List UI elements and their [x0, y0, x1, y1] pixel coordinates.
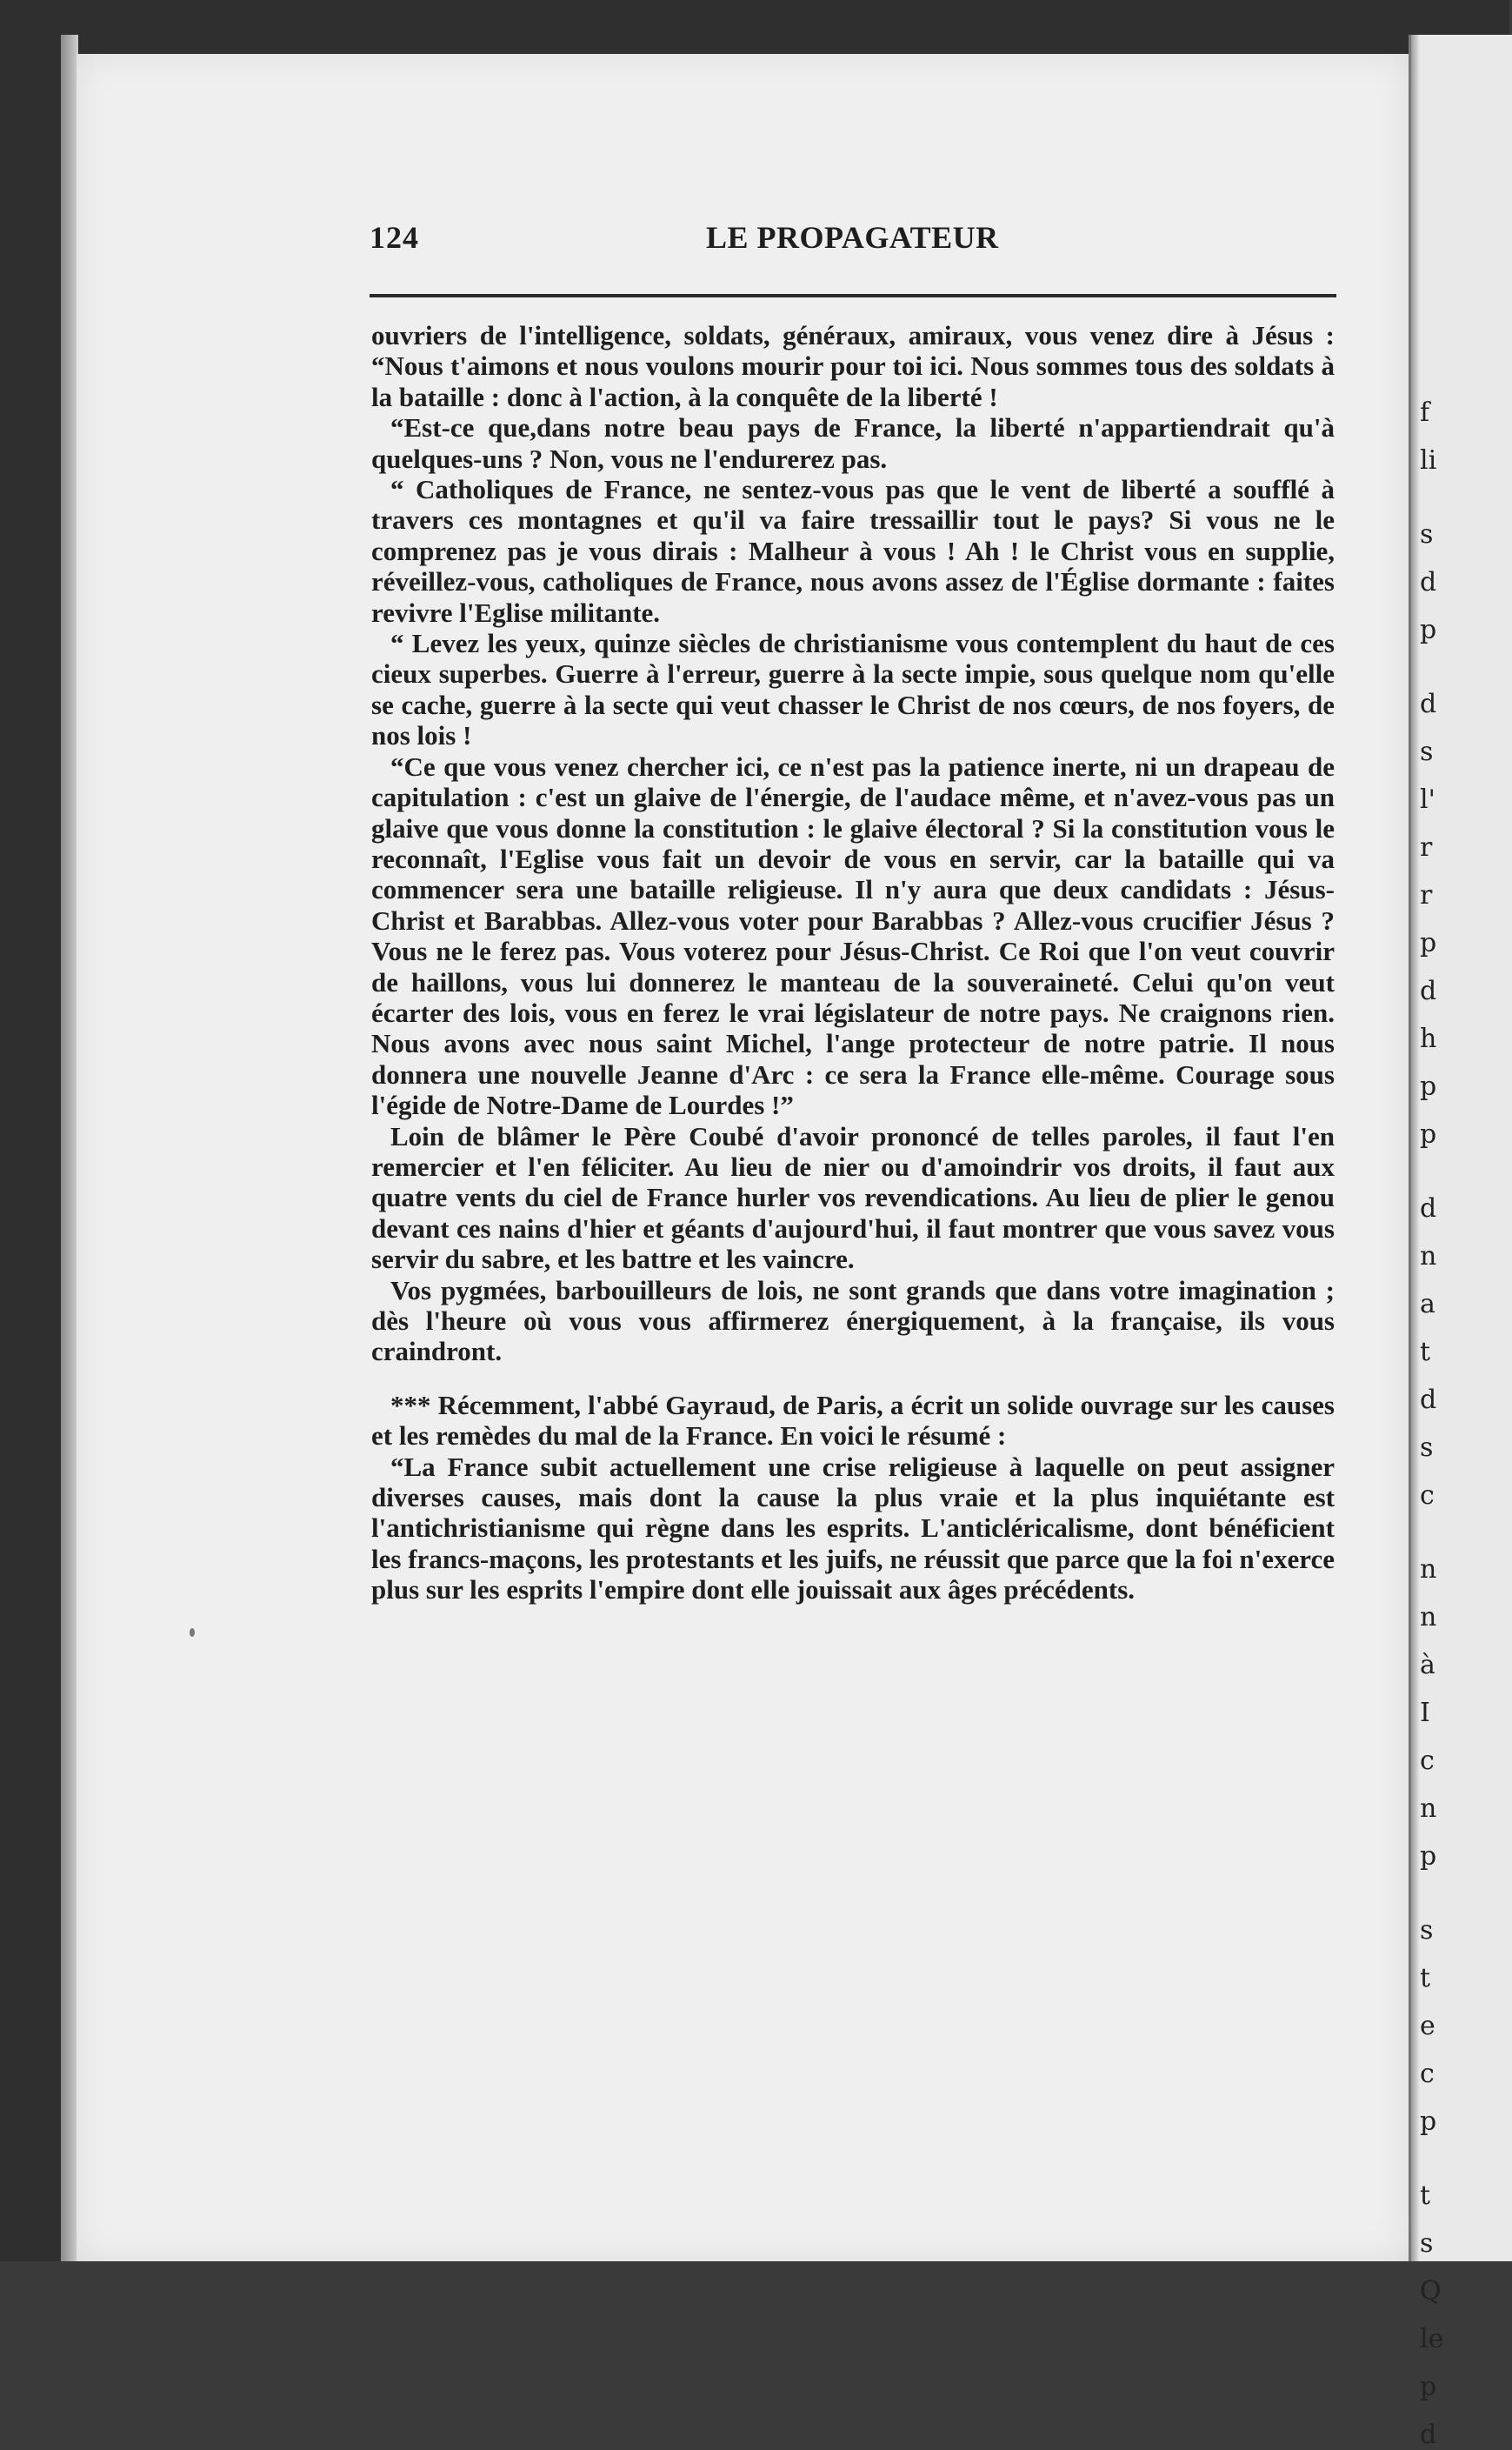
adjacent-fragment: p [1420, 615, 1437, 645]
paragraph-9: “La France subit actuellement une crise religieuse à laquelle on peut assigner diverses causes, mais dont la cause la plus vraie et la plus inquiétante est l'antichristianisme qui règne dans les esprits. L'anticléricalisme, dont bénéficient les francs-maçons, les protestants et les juifs, ne réussit que parce que la foi n'exerce plus sur les esprits l'empire dont elle jouissait aux âges précédents. [371, 1451, 1335, 1606]
adjacent-fragment: li [1420, 445, 1437, 476]
adjacent-fragment: c [1420, 2059, 1435, 2089]
adjacent-page-strip [1409, 35, 1512, 2450]
adjacent-fragment: Q [1420, 2276, 1442, 2306]
header-rule [370, 294, 1336, 297]
adjacent-fragment: t [1420, 1963, 1431, 1993]
adjacent-fragment: s [1420, 1915, 1434, 1946]
adjacent-fragment: le [1420, 2324, 1444, 2354]
ink-speck [190, 1628, 195, 1637]
adjacent-fragment: d [1420, 689, 1437, 719]
paragraph-8: *** Récemment, l'abbé Gayraud, de Paris, a écrit un solide ouvrage sur les causes et les remèdes du mal de la France. En voici le résumé : [371, 1389, 1335, 1452]
adjacent-fragment: n [1420, 1241, 1437, 1272]
paragraph-7: Vos pygmées, barbouilleurs de lois, ne sont grands que dans votre imagination ; dès l'heure où vous vous affirmerez énergiquement, à la française, ils vous craindront. [371, 1274, 1335, 1367]
paragraph-3: “ Catholiques de France, ne sentez-vous pas que le vent de liberté a soufflé à travers ces montagnes et qu'il va faire tressaillir tout le pays? Si vous ne le comprenez pas je vous dirais : Malheur à vous ! Ah ! le Christ vous en supplie, réveillez-vous, catholiques de France, nous avons assez de l'Église dormante : faites revivre l'Eglise militante. [371, 474, 1335, 628]
page-number: 124 [370, 220, 419, 255]
adjacent-fragment: p [1420, 1841, 1437, 1872]
adjacent-fragment: h [1420, 1024, 1437, 1054]
page-edge-shadow [61, 35, 78, 2261]
paragraph-2: “Est-ce que,dans notre beau pays de France, la liberté n'appartiendrait qu'à quelques-uns ? Non, vous ne l'endurerez pas. [371, 412, 1335, 474]
adjacent-fragment: s [1420, 519, 1434, 550]
adjacent-fragment: a [1420, 1289, 1435, 1319]
paragraph-6: Loin de blâmer le Père Coubé d'avoir prononcé de telles paroles, il faut l'en remercier et l'en féliciter. Au lieu de nier ou d'amoindrir vos droits, il faut aux quatre vents du ciel de France hurler vos revendications. Au lieu de plier le genou devant ces nains d'hier et géants d'aujourd'hui, il faut montrer que vous savez vous servir du sabre, et les battre et les vaincre. [371, 1120, 1335, 1275]
adjacent-fragment: I [1420, 1698, 1430, 1728]
adjacent-fragment: p [1420, 1071, 1437, 1102]
adjacent-fragment: n [1420, 1602, 1437, 1632]
adjacent-fragment: p [1420, 1119, 1437, 1150]
adjacent-fragment: n [1420, 1793, 1437, 1824]
adjacent-fragment: p [1420, 928, 1437, 958]
adjacent-fragment: à [1420, 1650, 1435, 1680]
adjacent-fragment: d [1420, 1385, 1437, 1415]
adjacent-fragment: s [1420, 2228, 1434, 2259]
adjacent-fragment: d [1420, 1193, 1437, 1224]
adjacent-fragment: p [1420, 2106, 1437, 2137]
adjacent-fragment: l' [1420, 784, 1435, 815]
adjacent-fragment: r [1420, 880, 1433, 911]
adjacent-fragment: s [1420, 1432, 1434, 1463]
adjacent-fragment: d [1420, 976, 1437, 1006]
paragraph-4: “ Levez les yeux, quinze siècles de christianisme vous contemplent du haut de ces cieux superbes. Guerre à l'erreur, guerre à la secte impie, sous quelque nom qu'elle se cache, guerre à la secte qui veut chasser le Christ de nos cœurs, de nos foyers, de nos lois ! [371, 628, 1335, 751]
adjacent-fragment: c [1420, 1480, 1435, 1511]
adjacent-page-gutter [1411, 35, 1420, 2261]
adjacent-fragment: t [1420, 1337, 1431, 1367]
adjacent-fragment: t [1420, 2180, 1431, 2211]
adjacent-fragment: f [1420, 397, 1430, 428]
adjacent-fragment: s [1420, 737, 1434, 767]
adjacent-fragment: r [1420, 832, 1433, 863]
paragraph-5: “Ce que vous venez chercher ici, ce n'est pas la patience inerte, ni un drapeau de capitulation : c'est un glaive de l'énergie, de l'audace même, et n'avez-vous pas un glaive que vous donne la constitution : le glaive électoral ? Si la constitution vous le reconnaît, l'Eglise vous fait un devoir de vous en servir, car la bataille qui va commencer sera une bataille religieuse. Il n'y aura que deux candidats : Jésus-Christ et Barabbas. Allez-vous voter pour Barabbas ? Allez-vous crucifier Jésus ? Vous ne le ferez pas. Vous voterez pour Jésus-Christ. Ce Roi que l'on veut couvrir de haillons, vous lui donnerez le manteau de la souveraineté. Celui qu'on veut écarter des lois, vous en ferez le vrai législateur de notre pays. Ne craignons rien. Nous avons avec nous saint Michel, l'ange protecteur de notre patrie. Il nous donnera une nouvelle Jeanne d'Arc : ce sera la France elle-même. Courage sous l'égide de Notre-Dame de Lourdes !” [371, 751, 1335, 1121]
body-text [371, 320, 1335, 1606]
adjacent-fragment: d [1420, 2420, 1437, 2450]
adjacent-fragment: e [1420, 2011, 1435, 2041]
running-title: LE PROPAGATEUR [706, 220, 999, 255]
adjacent-fragment: p [1420, 2372, 1437, 2402]
paragraph-1: ouvriers de l'intelligence, soldats, généraux, amiraux, vous venez dire à Jésus : “Nous t'aimons et nous voulons mourir pour toi ici. Nous sommes tous des soldats à la bataille : donc à l'action, à la conquête de la liberté ! [371, 320, 1335, 412]
adjacent-fragment: d [1420, 567, 1437, 597]
adjacent-fragment: c [1420, 1746, 1435, 1776]
page-header [370, 219, 1326, 259]
adjacent-fragment: n [1420, 1554, 1437, 1585]
